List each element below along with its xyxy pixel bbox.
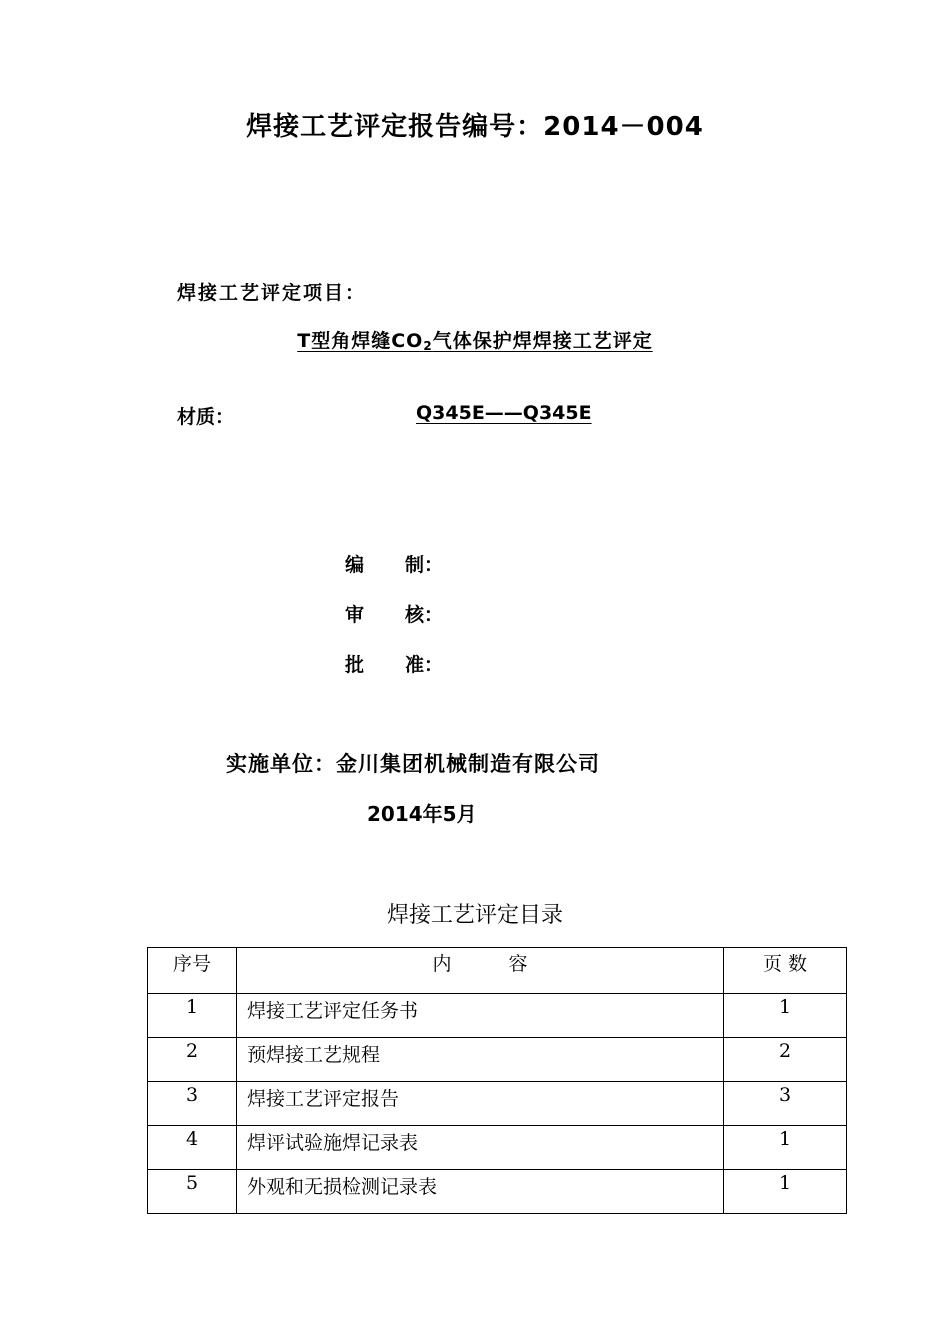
toc-header-no: 序号: [148, 948, 237, 994]
signature-label-char2: 准：: [405, 654, 444, 676]
signature-label-char2: 核：: [405, 604, 444, 626]
toc-cell-pages: 3: [724, 1082, 847, 1126]
toc-cell-content: 外观和无损检测记录表: [237, 1170, 724, 1214]
toc-cell-no: 5: [148, 1170, 237, 1214]
toc-header-pages: 页 数: [724, 948, 847, 994]
project-name-part2: 气体保护焊焊接工艺评定: [432, 330, 653, 352]
signature-label-char1: 审: [345, 604, 365, 626]
report-title: 焊接工艺评定报告编号：2014－004: [246, 112, 704, 142]
toc-cell-content: 焊接工艺评定报告: [237, 1082, 724, 1126]
project-name-part1: T型角焊缝CO: [297, 330, 424, 352]
report-date: 2014年5月: [367, 802, 477, 826]
material-value: Q345E——Q345E: [416, 402, 592, 424]
toc-cell-content: 焊评试验施焊记录表: [237, 1126, 724, 1170]
table-row: [148, 1170, 847, 1214]
table-row: [148, 994, 847, 1038]
signature-label-char1: 批: [345, 654, 365, 676]
toc-cell-pages: 1: [724, 994, 847, 1038]
toc-header-content: 内 容: [237, 948, 724, 994]
signature-label-char1: 编: [345, 554, 365, 576]
toc-cell-no: 3: [148, 1082, 237, 1126]
table-row: [148, 1038, 847, 1082]
table-row: [148, 1126, 847, 1170]
implementing-unit: 实施单位：金川集团机械制造有限公司: [226, 752, 600, 776]
toc-cell-content: 焊接工艺评定任务书: [237, 994, 724, 1038]
toc-cell-pages: 1: [724, 1126, 847, 1170]
signature-reviewed: [345, 600, 443, 627]
toc-cell-no: 2: [148, 1038, 237, 1082]
signature-approved: [345, 650, 443, 677]
toc-cell-content: 预焊接工艺规程: [237, 1038, 724, 1082]
toc-header-row: [148, 948, 847, 994]
signature-compiled: [345, 550, 443, 577]
table-row: [148, 1082, 847, 1126]
toc-cell-no: 4: [148, 1126, 237, 1170]
project-name-subscript: 2: [423, 339, 433, 353]
toc-cell-pages: 1: [724, 1170, 847, 1214]
project-label: 焊接工艺评定项目：: [177, 282, 367, 304]
material-label: 材质：: [177, 406, 235, 428]
signature-label-char2: 制：: [405, 554, 444, 576]
toc-cell-no: 1: [148, 994, 237, 1038]
project-name: [0, 326, 950, 353]
toc-table: [147, 947, 847, 1214]
toc-cell-pages: 2: [724, 1038, 847, 1082]
toc-title: 焊接工艺评定目录: [386, 903, 563, 928]
